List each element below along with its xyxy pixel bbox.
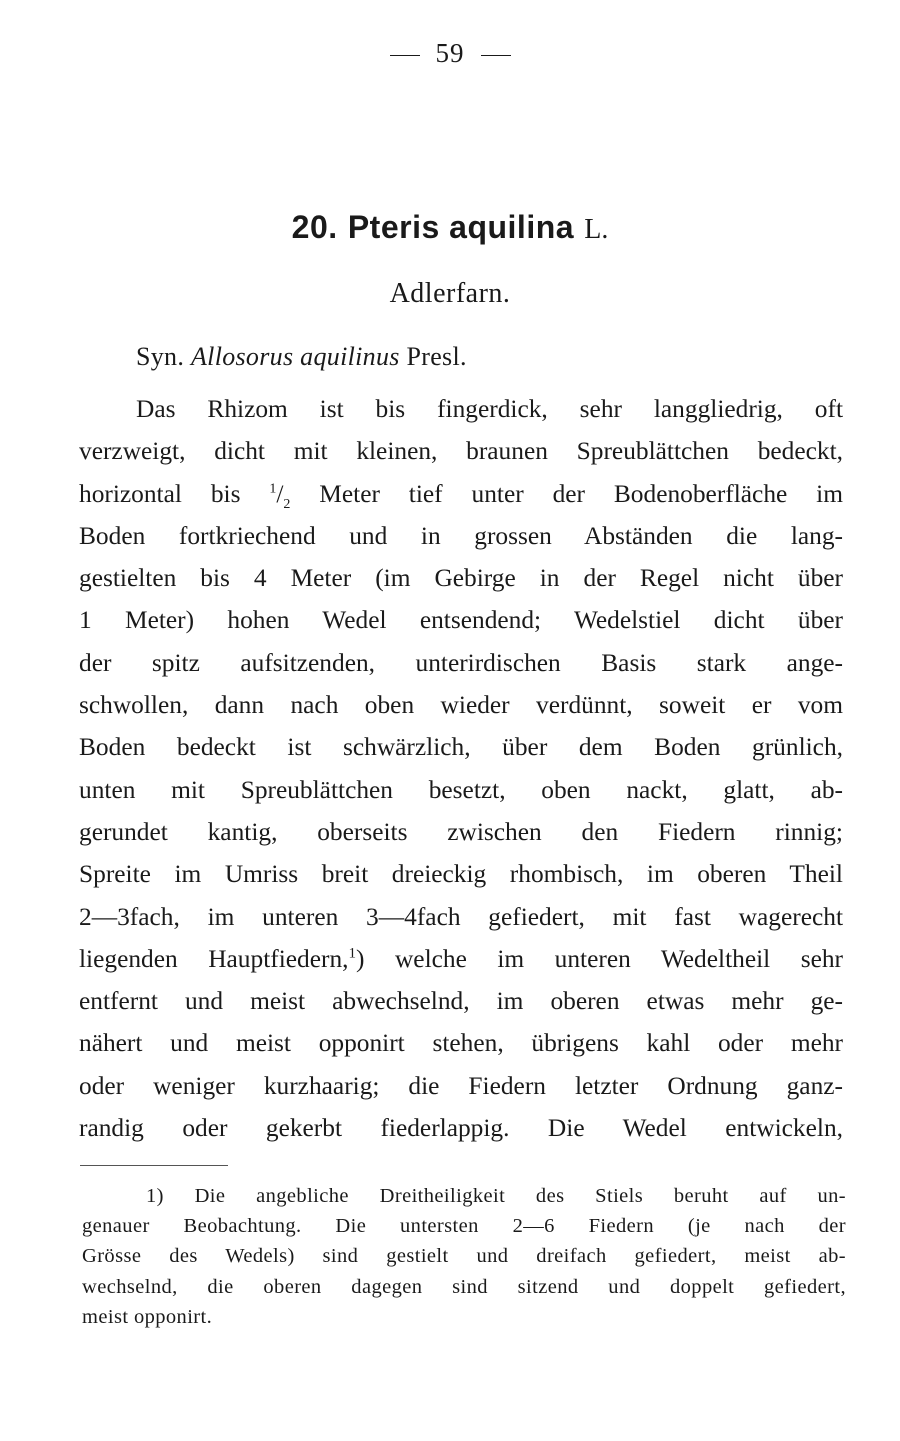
body-text	[79, 388, 843, 1149]
body-line: schwollen, dann nach oben wieder verdünnt, soweit er vom	[79, 691, 843, 720]
fraction: $^1/_2$	[269, 479, 291, 512]
synonym-name: Allosorus aquilinus	[190, 342, 400, 371]
body-line: entfernt und meist abwechselnd, im oberen etwas mehr ge-	[79, 987, 843, 1016]
footnote-divider	[80, 1165, 228, 1166]
dash-left	[390, 55, 420, 56]
body-line: randig oder gekerbt fiederlappig. Die Wedel entwickeln,	[79, 1114, 843, 1143]
species-author: L.	[584, 214, 609, 245]
species-heading	[0, 208, 900, 246]
species-number: 20.	[291, 209, 338, 245]
body-line: Spreite im Umriss breit dreieckig rhombisch, im oberen Theil	[79, 860, 843, 889]
body-line: Das Rhizom ist bis fingerdick, sehr langgliedrig, oft	[136, 395, 843, 423]
footnote	[82, 1181, 846, 1332]
body-line-part: Meter tief unter der Bodenoberfläche im	[319, 479, 843, 508]
body-line: oder weniger kurzhaarig; die Fiedern letzter Ordnung ganz-	[79, 1071, 843, 1100]
footnote-line: meist opponirt.	[82, 1305, 213, 1328]
body-line: gerundet kantig, oberseits zwischen den Fiedern rinnig;	[79, 817, 843, 846]
footnote-line: 1) Die angebliche Dreitheiligkeit des Stiels beruht auf un-	[146, 1185, 846, 1207]
body-line-with-footnote-ref	[79, 938, 843, 980]
common-name: Adlerfarn.	[389, 278, 511, 309]
body-line-part: ) welche im unteren Wedeltheil sehr	[356, 944, 843, 973]
body-line: 1 Meter) hohen Wedel entsendend; Wedelstiel dicht über	[79, 606, 843, 635]
body-line: 2—3fach, im unteren 3—4fach gefiedert, mit fast wagerecht	[79, 902, 843, 931]
body-line: unten mit Spreublättchen besetzt, oben nackt, glatt, ab-	[79, 775, 843, 804]
footnote-reference[interactable]: 1	[348, 945, 356, 962]
body-line-with-fraction	[79, 473, 843, 515]
footnote-line: wechselnd, die oberen dagegen sind sitzend und doppelt gefiedert,	[82, 1275, 846, 1298]
body-line-part: horizontal bis	[79, 479, 241, 508]
body-line: nähert und meist opponirt stehen, übrigens kahl oder mehr	[79, 1029, 843, 1058]
page-number-value: 59	[435, 38, 465, 68]
synonym-author: Presl.	[406, 342, 467, 371]
body-line-part: liegenden Hauptfiedern,	[79, 944, 349, 973]
body-line: gestielten bis 4 Meter (im Gebirge in der Regel nicht über	[79, 564, 843, 593]
body-line: verzweigt, dicht mit kleinen, braunen Spreublättchen bedeckt,	[79, 437, 843, 466]
species-name: Pteris aquilina	[347, 209, 575, 245]
fraction-numerator: 1	[269, 481, 277, 497]
page-number	[0, 38, 900, 69]
fraction-denominator: 2	[283, 496, 291, 512]
dash-right	[481, 55, 511, 56]
body-line: Boden bedeckt ist schwärzlich, über dem Boden grünlich,	[79, 733, 843, 762]
footnote-line: genauer Beobachtung. Die untersten 2—6 Fiedern (je nach der	[82, 1215, 846, 1238]
body-line: Boden fortkriechend und in grossen Abständen die lang-	[79, 521, 843, 550]
body-line: der spitz aufsitzenden, unterirdischen Basis stark ange-	[79, 648, 843, 677]
footnote-line: Grösse des Wedels) sind gestielt und dreifach gefiedert, meist ab-	[82, 1245, 846, 1268]
synonym-prefix: Syn.	[136, 342, 185, 371]
synonym	[136, 342, 467, 372]
